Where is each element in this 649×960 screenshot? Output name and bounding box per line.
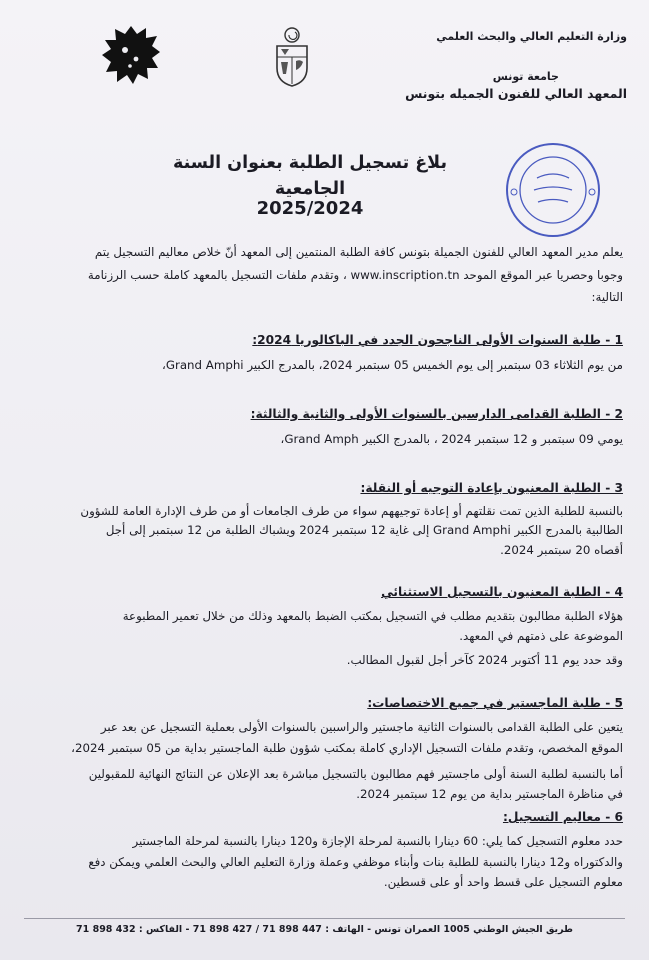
section-line: يومي 09 سبتمبر و 12 سبتمبر 2024 ، بالمدرج الكبير Grand Amph، bbox=[280, 432, 623, 446]
section-line: يتعين على الطلبة القدامى بالسنوات الثانية ماجستير والراسبين بالسنوات الأولى بعملية التسجيل عن بعد عبر bbox=[100, 720, 623, 734]
section-line: الطالبية بالمدرج الكبير Grand Amphi إلى غاية 12 سبتمبر 2024 ويشباك الطلبة من 12 سبتمبر إلى أجل bbox=[105, 523, 623, 537]
section-line: وقد حدد يوم 11 أكتوبر 2024 كآخر أجل لقبول المطالب. bbox=[346, 653, 623, 667]
section-line: أقصاه 20 سبتمبر 2024. bbox=[500, 543, 623, 557]
section-line: هؤلاء الطلبة مطالبون بتقديم مطلب في التسجيل بمكتب الضبط بالمعهد وذلك من خلال تعمير المطبوعة bbox=[122, 609, 623, 623]
university-name: جامعة تونس bbox=[492, 70, 559, 83]
section-line: من يوم الثلاثاء 03 سبتمبر إلى يوم الخميس 05 سبتمبر 2024، بالمدرج الكبير Grand Amphi، bbox=[162, 358, 623, 372]
section-line: في مناظرة الماجستير بداية من يوم 12 سبتمبر 2024. bbox=[356, 787, 623, 801]
page-title: بلاغ تسجيل الطلبة بعنوان السنة الجامعية bbox=[172, 153, 448, 199]
section-line: أما بالنسبة لطلبة السنة أولى ماجستير فهم مطالبون بالتسجيل مباشرة بعد الإعلان عن النتائج النهائية للمقبولين bbox=[88, 767, 623, 781]
section-line: بالنسبة للطلبة الذين تمت نقلتهم أو إعادة توجيههم سواء من طرف الجامعات أو من طرف الإدارة العامة للشؤون bbox=[80, 504, 623, 518]
official-stamp bbox=[502, 140, 604, 240]
section-line: حدد معلوم التسجيل كما يلي: 60 دينارا بالنسبة لمرحلة الإجازة و120 دينارا بالنسبة لمرحلة الماجستير bbox=[132, 834, 623, 848]
section-heading: 4 - الطلبة المعنيون بالتسجيل الاستثنائي bbox=[381, 585, 623, 599]
section-heading: 5 - طلبة الماجستير في جميع الاختصاصات: bbox=[367, 696, 623, 710]
section-line: الموضوعة على ذمتهم في المعهد. bbox=[459, 629, 623, 643]
tunisia-emblem-icon bbox=[272, 26, 312, 88]
section-heading: 1 - طلبة السنوات الأولى الناجحون الجدد في الباكالوريا 2024: bbox=[252, 333, 623, 347]
section-line: معلوم التسجيل على قسط واحد أو على قسطين. bbox=[383, 875, 623, 889]
section-heading: 6 - معاليم التسجيل: bbox=[502, 810, 623, 824]
section-heading: 2 - الطلبة القدامى الدارسين بالسنوات الأولى والثانية والثالثة: bbox=[250, 407, 623, 421]
intro-line: التالية: bbox=[591, 290, 623, 304]
footer-contact: طريق الجيش الوطني 1005 العمران تونس - الهاتف : 447 898 71 / 427 898 71 - الفاكس : 432 898 71 bbox=[76, 924, 573, 935]
section-line: الموقع المخصص، وتقدم ملفات التسجيل الإداري كاملة بمكتب شؤون طلبة الماجستير بداية من 05 سبتمبر 2024، bbox=[71, 741, 623, 755]
intro-line: يعلم مدير المعهد العالي للفنون الجميلة بتونس كافة الطلبة المنتمين إلى المعهد أنّ خلاص معاليم التسجيل يتم bbox=[94, 245, 623, 259]
intro-line: وجوبا وحصريا عبر الموقع الموحد www.inscription.tn ، وتقدم ملفات التسجيل بالمعهد كاملة حسب الرزنامة bbox=[87, 268, 623, 282]
academic-year: 2025/2024 bbox=[256, 198, 364, 219]
institute-logo bbox=[100, 22, 162, 88]
footer-divider bbox=[24, 918, 625, 919]
ministry-name: وزارة التعليم العالي والبحث العلمي bbox=[436, 30, 627, 43]
institute-name: المعهد العالي للفنون الجميله بتونس bbox=[405, 86, 627, 101]
section-heading: 3 - الطلبة المعنيون بإعادة التوجيه أو النقلة: bbox=[360, 481, 623, 495]
section-line: والدكتوراه و12 دينارا بالنسبة للطلبة بنات وأبناء موظفي وعملة وزارة التعليم العالي والبحث العلمي ويمكن دفع bbox=[88, 855, 623, 869]
